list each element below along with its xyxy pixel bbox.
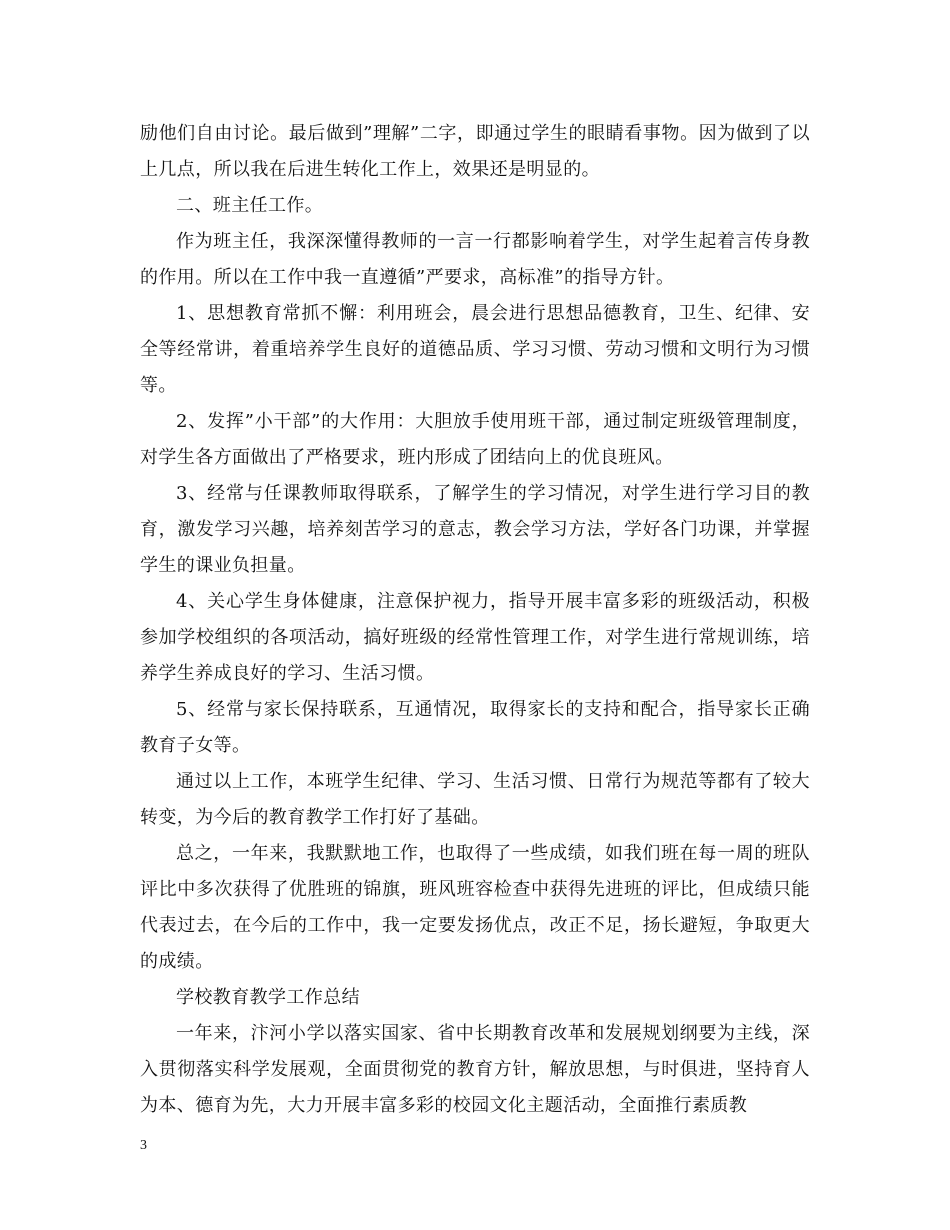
section-title-school-summary: 学校教育教学工作总结 <box>176 987 360 1008</box>
document-body <box>140 116 810 1124</box>
paragraph-result: 通过以上工作，本班学生纪律、学习、生活习惯、日常行为规范等都有了较大转变，为今后的教育教学工作打好了基础。 <box>140 771 810 828</box>
paragraph-item-5: 5、经常与家长保持联系，互通情况，取得家长的支持和配合，指导家长正确教育子女等。 <box>140 699 810 756</box>
paragraph-conclusion: 总之，一年来，我默默地工作，也取得了一些成绩，如我们班在每一周的班队评比中多次获得了优胜班的锦旗，班风班容检查中获得先进班的评比，但成绩只能代表过去，在今后的工作中，我一定要发扬优点，改正不足，扬长避短，争取更大的成绩。 <box>140 843 810 972</box>
paragraph-continuation: 励他们自由讨论。最后做到”理解”二字，即通过学生的眼睛看事物。因为做到了以上几点，所以我在后进生转化工作上，效果还是明显的。 <box>140 123 810 180</box>
paragraph-intro: 作为班主任，我深深懂得教师的一言一行都影响着学生，对学生起着言传身教的作用。所以在工作中我一直遵循”严要求，高标准”的指导方针。 <box>140 231 810 288</box>
paragraph-school-summary: 一年来，汴河小学以落实国家、省中长期教育改革和发展规划纲要为主线，深入贯彻落实科学发展观，全面贯彻党的教育方针，解放思想，与时俱进，坚持育人为本、德育为先，大力开展丰富多彩的校园文化主题活动，全面推行素质教 <box>140 1023 810 1116</box>
paragraph-item-2: 2、发挥”小干部”的大作用：大胆放手使用班干部，通过制定班级管理制度，对学生各方面做出了严格要求，班内形成了团结向上的优良班风。 <box>140 411 810 468</box>
section-heading-class-teacher: 二、班主任工作。 <box>176 195 324 216</box>
paragraph-item-3: 3、经常与任课教师取得联系，了解学生的学习情况，对学生进行学习目的教育，激发学习兴趣，培养刻苦学习的意志，教会学习方法，学好各门功课，并掌握学生的课业负担量。 <box>140 483 810 576</box>
page-number: 3 <box>140 1138 147 1153</box>
paragraph-item-4: 4、关心学生身体健康，注意保护视力，指导开展丰富多彩的班级活动，积极参加学校组织的各项活动，搞好班级的经常性管理工作，对学生进行常规训练，培养学生养成良好的学习、生活习惯。 <box>140 591 810 684</box>
paragraph-item-1: 1、思想教育常抓不懈：利用班会，晨会进行思想品德教育，卫生、纪律、安全等经常讲，着重培养学生良好的道德品质、学习习惯、劳动习惯和文明行为习惯等。 <box>140 303 810 396</box>
